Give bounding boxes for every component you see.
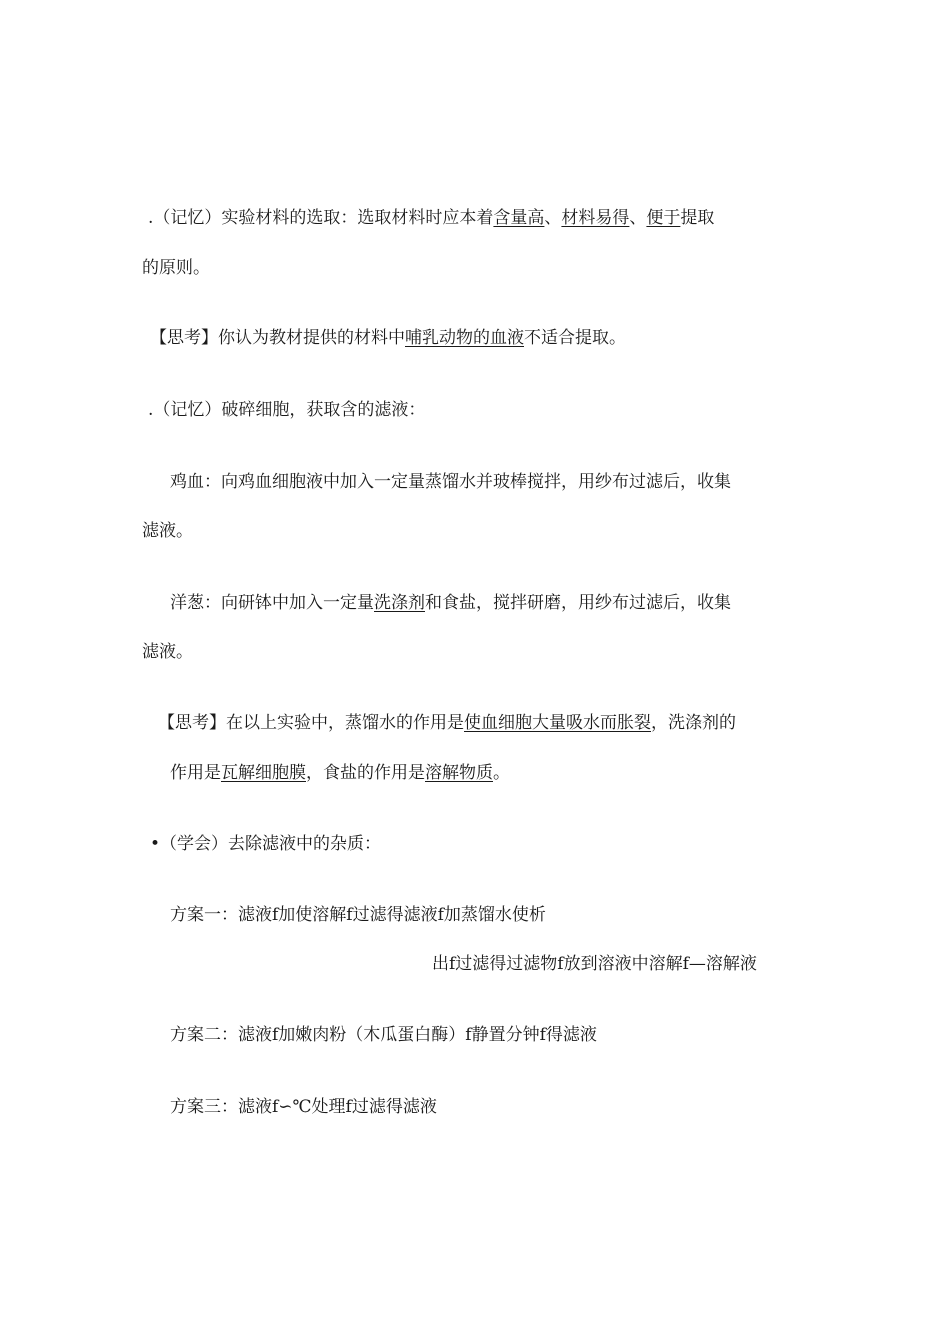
chicken-line1: 鸡血：向鸡血细胞液中加入一定量蒸馏水并玻棒搅拌，用纱布过滤后，收集 (170, 472, 731, 492)
think2-text-post: ，洗涤剂的 (651, 713, 736, 733)
item1-text-pre: .（记忆）实验材料的选取：选取材料时应本着 (148, 208, 494, 228)
think2-line1 (158, 711, 736, 735)
underlined-answer-dissolve-membrane: 瓦解细胞膜 (221, 763, 306, 783)
think2-line2-mid: ，食盐的作用是 (306, 763, 425, 783)
plan1-line1: 方案一：滤液f加使溶解f过滤得滤液f加蒸馏水使析 (170, 905, 546, 925)
plan2-line: 方案二：滤液f加嫩肉粉（木瓜蛋白酶）f静置分钟f得滤液 (170, 1025, 597, 1045)
underlined-answer-easy-material: 材料易得 (561, 208, 630, 228)
think2-line2-post: 。 (493, 763, 510, 783)
onion-text-post: 和食盐，搅拌研磨，用纱布过滤后，收集 (425, 593, 731, 613)
underlined-answer-cells-burst: 使血细胞大量吸水而胀裂 (464, 713, 651, 733)
think2-line2-pre: 作用是 (170, 763, 221, 783)
plan1-line2: 出f过滤得过滤物f放到溶液中溶解f—溶解液 (432, 954, 757, 974)
separator: 、 (629, 208, 647, 228)
underlined-answer-mammal-blood: 哺乳动物的血液 (405, 328, 524, 348)
think1-line (150, 326, 626, 350)
think2-text-pre: 【思考】在以上实验中，蒸馏水的作用是 (158, 713, 464, 733)
underlined-answer-detergent: 洗涤剂 (374, 593, 425, 613)
underlined-answer-high-content: 含量高 (493, 208, 545, 228)
item3-line: •（学会）去除滤液中的杂质： (150, 834, 382, 854)
onion-text-pre: 洋葱：向研钵中加入一定量 (170, 593, 374, 613)
onion-line1 (170, 591, 731, 615)
think2-line2 (170, 761, 510, 785)
onion-line2: 滤液。 (142, 642, 193, 662)
separator: 、 (544, 208, 562, 228)
think1-text-post: 不适合提取。 (524, 328, 626, 348)
plan3-line: 方案三：滤液f∽℃处理f过滤得滤液 (170, 1097, 437, 1117)
think1-text-pre: 【思考】你认为教材提供的材料中 (150, 328, 405, 348)
item1-text-post: 提取 (680, 208, 715, 228)
item1-line1 (148, 206, 714, 230)
item1-line2: 的原则。 (142, 258, 210, 278)
underlined-answer-convenient: 便于 (646, 208, 681, 228)
item2-line: .（记忆）破碎细胞，获取含的滤液： (148, 400, 426, 420)
underlined-answer-dissolve-substance: 溶解物质 (425, 763, 493, 783)
chicken-line2: 滤液。 (142, 521, 193, 541)
